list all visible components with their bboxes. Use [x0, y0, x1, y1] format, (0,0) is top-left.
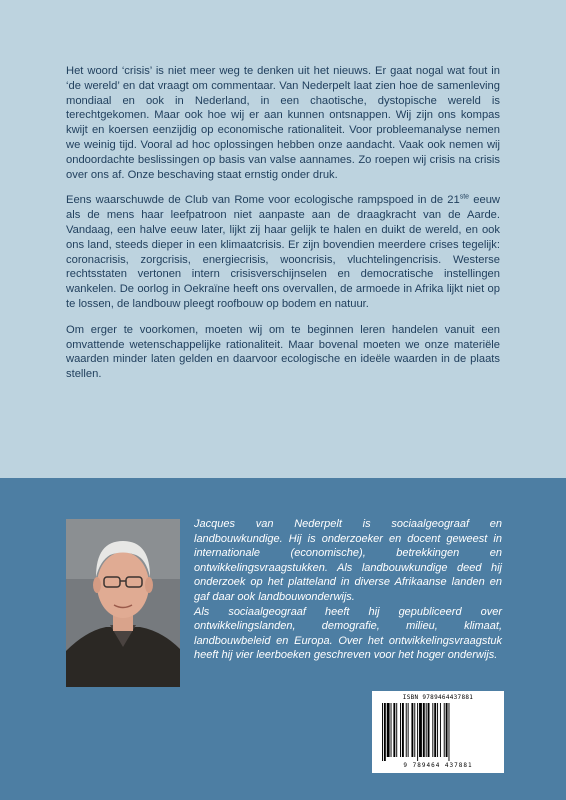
isbn-barcode [372, 691, 504, 773]
barcode-bar [411, 703, 413, 757]
blurb-p2-start: Eens waarschuwde de Club van Rome voor ecologische rampspoed in de 21 [66, 194, 460, 207]
bio-paragraph-2: Als sociaalgeograaf heeft hij gepubliceerd over ontwikkelingslanden, demografie, milieu, klimaat, landbouwbeleid en Europa. Over het ontwikkelingsvraagstuk heeft hij vier leerboeken geschreven voor het hoger onderwijs. [194, 605, 502, 662]
blurb-paragraph-3: Om erger te voorkomen, moeten wij om te beginnen leren handelen vanuit een omvattende wetenschappelijke rationaliteit. Maar bovenal moeten we onze materiële waarden minder laten gelden en daarvoor ecologische en ideële waarden in de plaats stellen. [66, 323, 500, 381]
blurb-p2-end: eeuw als de mens haar leefpatroon niet aanpaste aan de draagkracht van de Aarde. Vandaag, een halve eeuw later, lijkt zij haar gelijk te halen en duikt de wereld, en ook ons land, steeds dieper in een klimaatcrisis. Er zijn bovendien meerdere crises tegelijk: coronacrisis, zorgcrisis, energiecrisis, wooncrisis, vluchtelingencrisis. Westerse rechtsstaten vertonen intern crisisverschijnselen en democratische instellingen wankelen. De oorlog in Oekraïne heeft ons overvallen, de armoede in Afrika lijkt niet op te lossen, de landbouw pleegt roofbouw op bodem en natuur. [66, 194, 500, 310]
barcode-bar [408, 703, 409, 757]
barcode-bar [400, 703, 401, 757]
barcode-bar [393, 703, 395, 757]
barcode-bar [440, 703, 441, 757]
isbn-label: ISBN 9789464437881 [402, 694, 474, 701]
barcode-bar [391, 703, 392, 757]
back-cover-blurb [66, 64, 500, 393]
barcode-bar [434, 703, 436, 757]
barcode-bars-icon [382, 703, 494, 761]
barcode-bar [449, 703, 450, 761]
barcode-bar [428, 703, 430, 757]
barcode-bar [432, 703, 433, 757]
barcode-bar [406, 703, 407, 757]
barcode-bar [437, 703, 438, 757]
barcode-bar [423, 703, 425, 757]
barcode-bar [444, 703, 445, 757]
barcode-bar [426, 703, 427, 757]
barcode-bar [396, 703, 397, 757]
barcode-bar [402, 703, 404, 757]
barcode-bar [387, 703, 390, 757]
barcode-bar [446, 703, 448, 757]
bio-paragraph-1: Jacques van Nederpelt is sociaalgeograaf en landbouwkundige. Hij is onderzoeker en docent geweest in internationale (economische), betrekkingen en ontwikkelingsvraagstukken. Als landbouwkundige deed hij onderzoek op het platteland in diverse Afrikaanse landen en gaf daar ook landbouwonderwijs. [194, 518, 502, 603]
barcode-bar [417, 703, 418, 761]
blurb-p2-superscript: ste [459, 193, 470, 201]
blurb-paragraph-2 [66, 193, 500, 311]
barcode-bar [384, 703, 386, 761]
author-photo [66, 519, 180, 687]
barcode-digits: 9 789464 437881 [403, 762, 473, 769]
author-portrait-illustration [66, 519, 180, 687]
blurb-paragraph-1: Het woord ‘crisis’ is niet meer weg te denken uit het nieuws. Er gaat nogal wat fout in ‘de wereld’ en dat vraagt om commentaar. Van Nederpelt laat zien hoe de samenleving mondiaal en ook in Nederland, in een chaotische, dystopische wereld is terechtgekomen. Maar ook hoe wij er aan kunnen ontsnappen. Wij zijn ons kompas kwijt en koersen eenzijdig op economische rationaliteit. Voor probleemanalyse nemen we weinig tijd. Vooral ad hoc oplossingen hebben onze aandacht. Vaak ook nemen wij ondoordachte beslissingen op basis van valse aannames. Zo roepen wij crisis na crisis over ons af. Onze beschaving staat ernstig onder druk. [66, 65, 500, 181]
barcode-bar [419, 703, 422, 757]
barcode-bar [382, 703, 383, 761]
author-bio [194, 517, 502, 663]
barcode-bar [414, 703, 415, 757]
